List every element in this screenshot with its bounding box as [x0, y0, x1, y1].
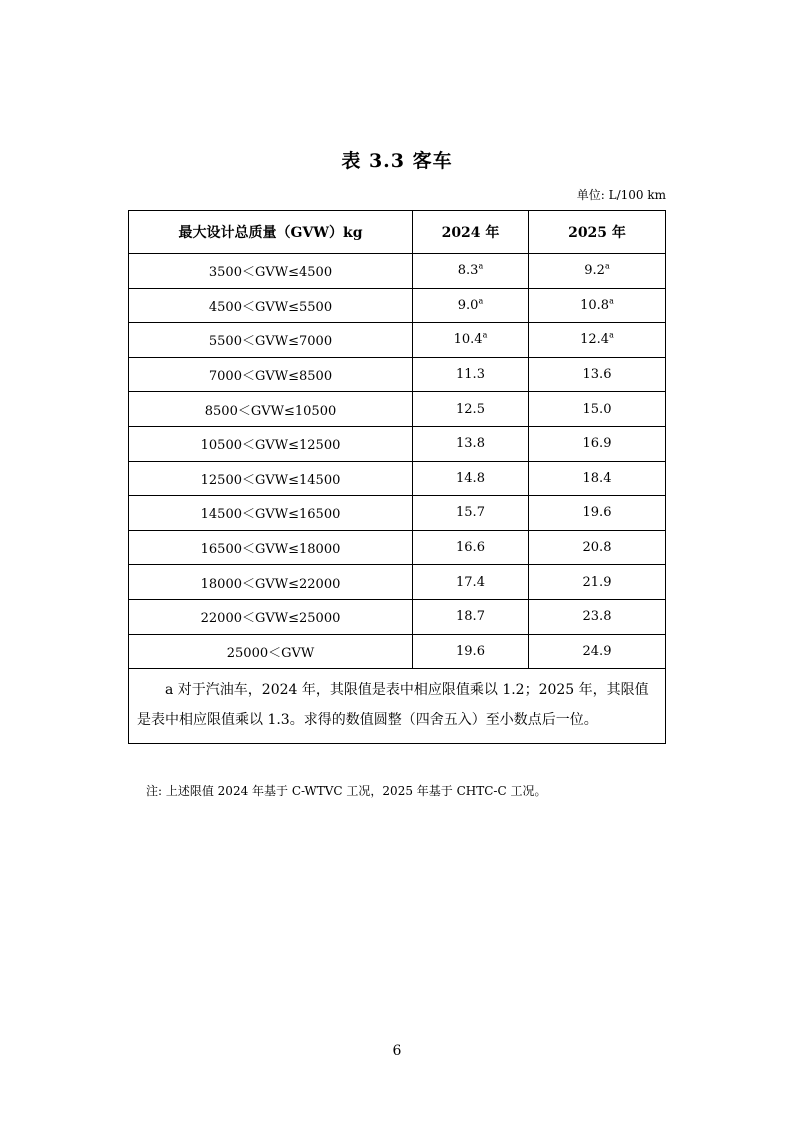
cell-2024-value: 18.7	[456, 609, 485, 625]
fuel-limit-table	[128, 210, 666, 744]
cell-2025-value: 21.9	[582, 574, 612, 590]
table-row	[129, 392, 666, 427]
page-number: 6	[392, 1043, 402, 1059]
cell-2025-value: 9.2	[584, 263, 605, 279]
cell-2025-value: 16.9	[582, 436, 612, 452]
cell-gvw-range-value: 7000＜GVW≤8500	[208, 369, 333, 385]
cell-2024-value: 10.4	[453, 332, 483, 348]
cell-2025	[529, 496, 666, 531]
cell-2024-value: 11.3	[456, 367, 485, 383]
cell-2024-value: 9.0	[457, 297, 479, 313]
cell-2025	[529, 288, 666, 323]
cell-2024-value: 12.5	[456, 401, 485, 417]
table-row	[129, 634, 666, 669]
table-row	[129, 565, 666, 600]
footnote-text: a 对于汽油车，2024 年，其限值是表中相应限值乘以 1.2；2025 年，其限值是表中相应限值乘以 1.3。求得的数值圆整（四舍五入）至小数点后一位。	[137, 682, 649, 729]
table-row	[129, 599, 666, 634]
cell-gvw-range-value: 5500＜GVW≤7000	[208, 334, 333, 350]
cell-2025	[529, 357, 666, 392]
cell-2024-value: 14.8	[456, 470, 485, 486]
cell-gvw-range	[129, 599, 413, 634]
unit-label: 单位: L/100 km	[576, 188, 666, 202]
table-row	[129, 357, 666, 392]
table-row	[129, 323, 666, 358]
cell-gvw-range	[129, 426, 413, 461]
cell-gvw-range	[129, 392, 413, 427]
table-header-row	[129, 211, 666, 254]
cell-gvw-range-value: 3500＜GVW≤4500	[208, 265, 333, 281]
cell-gvw-range-value: 22000＜GVW≤25000	[200, 611, 341, 627]
cell-gvw-range	[129, 254, 413, 289]
footnote	[129, 669, 666, 744]
cell-2025	[529, 323, 666, 358]
cell-2025	[529, 254, 666, 289]
cell-2025	[529, 392, 666, 427]
table-row	[129, 254, 666, 289]
cell-2025-value: 13.6	[582, 367, 612, 383]
cell-2024	[413, 599, 529, 634]
footnote-mark: a	[478, 261, 484, 271]
footnote-mark: a	[609, 331, 614, 341]
cell-2025-value: 20.8	[582, 540, 612, 556]
cell-gvw-range	[129, 634, 413, 669]
cell-2025-value: 24.9	[582, 643, 612, 659]
cell-2025	[529, 426, 666, 461]
cell-2024	[413, 461, 529, 496]
cell-2025-value: 19.6	[582, 505, 612, 521]
cell-gvw-range-value: 10500＜GVW≤12500	[200, 438, 341, 454]
cell-gvw-range	[129, 461, 413, 496]
cell-2024-value: 13.8	[456, 436, 485, 452]
footnote-mark: a	[478, 296, 484, 306]
cell-gvw-range	[129, 357, 413, 392]
cell-2024	[413, 530, 529, 565]
cell-2025-value: 12.4	[580, 332, 610, 348]
table-title: 表 3.3 客车	[341, 150, 453, 172]
cell-2024-value: 8.3	[457, 263, 479, 279]
footnote-mark: a	[609, 296, 614, 306]
cell-gvw-range-value: 12500＜GVW≤14500	[200, 472, 341, 488]
cell-2025	[529, 634, 666, 669]
header-2024: 2024 年	[413, 211, 529, 254]
cell-2024	[413, 426, 529, 461]
cell-gvw-range	[129, 288, 413, 323]
cell-2024	[413, 392, 529, 427]
cell-2024	[413, 323, 529, 358]
cell-2025	[529, 461, 666, 496]
cell-2024	[413, 634, 529, 669]
header-gvw: 最大设计总质量（GVW）kg	[129, 211, 413, 254]
cell-2024-value: 19.6	[456, 643, 485, 659]
footnote-mark: a	[604, 261, 610, 271]
header-2025: 2025 年	[529, 211, 666, 254]
cell-gvw-range	[129, 496, 413, 531]
cell-gvw-range-value: 16500＜GVW≤18000	[200, 542, 341, 558]
cell-2024-value: 16.6	[456, 540, 485, 556]
cell-2024	[413, 565, 529, 600]
cell-gvw-range-value: 18000＜GVW≤22000	[200, 576, 341, 592]
cell-gvw-range	[129, 323, 413, 358]
cell-2025-value: 23.8	[582, 609, 612, 625]
cell-2024	[413, 357, 529, 392]
table-row	[129, 461, 666, 496]
footnote-mark: a	[482, 331, 488, 341]
cell-2025-value: 15.0	[582, 401, 612, 417]
cell-gvw-range-value: 8500＜GVW≤10500	[204, 403, 337, 419]
cell-gvw-range	[129, 530, 413, 565]
cell-2024-value: 15.7	[456, 505, 485, 521]
table-row	[129, 426, 666, 461]
cell-gvw-range-value: 25000＜GVW	[226, 645, 315, 661]
table-note: 注: 上述限值 2024 年基于 C-WTVC 工况，2025 年基于 CHTC-C 工况。	[146, 784, 547, 798]
table-body	[129, 254, 666, 669]
cell-2024	[413, 288, 529, 323]
cell-gvw-range	[129, 565, 413, 600]
table-row	[129, 496, 666, 531]
cell-2025-value: 18.4	[582, 470, 612, 486]
table-row	[129, 288, 666, 323]
cell-2025	[529, 599, 666, 634]
footnote-row	[129, 669, 666, 744]
cell-2024	[413, 254, 529, 289]
cell-2025-value: 10.8	[580, 297, 610, 313]
cell-2024	[413, 496, 529, 531]
cell-gvw-range-value: 4500＜GVW≤5500	[208, 299, 333, 315]
cell-2025	[529, 530, 666, 565]
cell-gvw-range-value: 14500＜GVW≤16500	[200, 507, 341, 523]
table-row	[129, 530, 666, 565]
cell-2025	[529, 565, 666, 600]
cell-2024-value: 17.4	[456, 574, 485, 590]
